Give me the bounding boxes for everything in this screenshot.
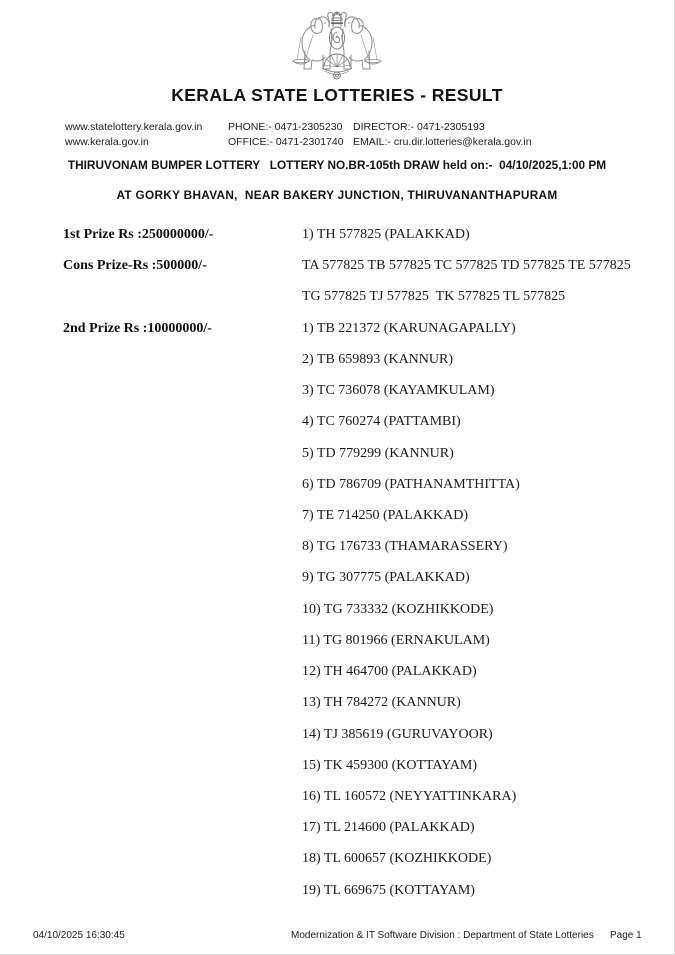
division-label: Modernization & IT Software Division : Department of State Lotteries [291,930,594,941]
prize-label: Cons Prize-Rs :500000/- [63,258,207,274]
prize-winner-line: 19) TL 669675 (KOTTAYAM) [302,882,475,898]
prize-winner-line: 1) TB 221372 (KARUNAGAPALLY) [302,320,516,336]
prize-winner-line: 17) TL 214600 (PALAKKAD) [302,820,475,836]
draw-info-line: THIRUVONAM BUMPER LOTTERY LOTTERY NO.BR-105th DRAW held on:- 04/10/2025,1:00 PM [67,158,607,172]
prize-winner-line: 2) TB 659893 (KANNUR) [302,351,454,367]
prize-winner-line: 12) TH 464700 (PALAKKAD) [302,664,477,680]
contact-row [65,121,634,136]
prize-winner-line: 10) TG 733332 (KOZHIKKODE) [302,601,494,617]
prize-winner-line: TA 577825 TB 577825 TC 577825 TD 577825 TE 577825 [302,258,631,274]
kerala-state-emblem-graphic [291,5,383,87]
prize-winner-line: 5) TD 779299 (KANNUR) [302,445,454,461]
prize-winner-line: 3) TC 736078 (KAYAMKULAM) [302,383,495,399]
prize-winner-line: 18) TL 600657 (KOZHIKKODE) [302,851,492,867]
page-title: KERALA STATE LOTTERIES - RESULT [171,85,503,105]
prize-winner-line: 9) TG 307775 (PALAKKAD) [302,570,470,586]
contact-row [65,136,634,151]
prize-label: 1st Prize Rs :250000000/- [63,227,214,242]
phone-label: PHONE:- 0471-2305230 [228,121,343,133]
prize-winner-line: 8) TG 176733 (THAMARASSERY) [302,539,508,555]
prize-winner-line: 6) TD 786709 (PATHANAMTHITTA) [302,476,520,492]
page-number: Page 1 [610,930,642,941]
prize-group [63,226,644,257]
prize-winner-line: 13) TH 784272 (KANNUR) [302,695,461,711]
prize-winner-line: 4) TC 760274 (PATTAMBI) [302,414,461,430]
email-label: EMAIL:- cru.dir.lotteries@kerala.gov.in [353,136,532,148]
prize-winner-list [302,320,644,913]
prize-label: 2nd Prize Rs :10000000/- [63,320,212,336]
prize-winner-line: TG 577825 TJ 577825 TK 577825 TL 577825 [302,289,566,305]
prize-winner-line: 16) TL 160572 (NEYYATTINKARA) [302,788,517,804]
prize-winner-line: 11) TG 801966 (ERNAKULAM) [302,632,490,648]
prize-winner-list [302,257,644,319]
prize-group [63,257,644,319]
prize-table [63,226,644,913]
prize-group [63,320,644,913]
prize-winner-line: 15) TK 459300 (KOTTAYAM) [302,757,478,773]
page-footer [0,930,674,946]
prize-winner-line: 7) TE 714250 (PALAKKAD) [302,507,469,523]
generated-timestamp: 04/10/2025 16:30:45 [33,930,125,941]
office-phone-label: OFFICE:- 0471-2301740 [228,136,344,148]
prize-winner-line: 1) TH 577825 (PALAKKAD) [302,227,470,242]
prize-winner-line: 14) TJ 385619 (GURUVAYOOR) [302,726,493,742]
website-statelottery: www.statelottery.kerala.gov.in [65,121,203,133]
kerala-state-emblem [291,5,383,87]
contact-info [65,121,634,151]
website-kerala: www.kerala.gov.in [65,136,149,148]
venue-line: AT GORKY BHAVAN, NEAR BAKERY JUNCTION, THIRUVANANTHAPURAM [116,188,558,202]
prize-winner-list [302,226,644,257]
director-phone-label: DIRECTOR:- 0471-2305193 [353,121,485,133]
